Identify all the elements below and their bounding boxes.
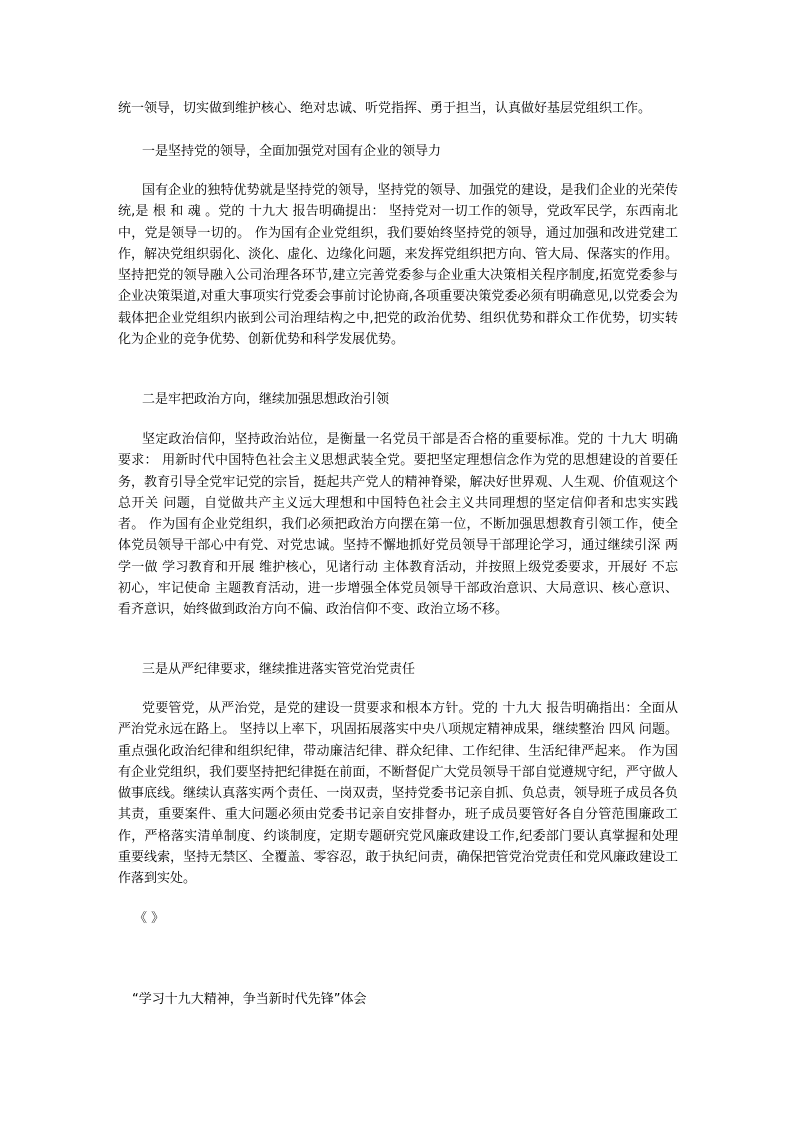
section-heading-3: 三是从严纪律要求，继续推进落实管党治党责任	[142, 662, 416, 677]
section-paragraph-2: 坚定政治信仰，坚持政治站位，是衡量一名党员干部是否合格的重要标准。党的 十九大 明确要求： 用新时代中国特色社会主义思想武装全党。要把坚定理想信念作为党的思想建设的首要任务，教育引导全党牢记党的宗旨，挺起共产党人的精神脊梁，解决好世界观、人生观、价值观这个 总开关 问题，自觉做共产主义远大理想和中国特色社会主义共同理想的坚定信仰者和忠实实践者。 作为国有企业党组织，我们必须把政治方向摆在第一位，不断加强思想教育引领工作，使全体党员领导干部心中有党、对党忠诚。坚持不懈地抓好党员领导干部理论学习，通过继续引深 两学一做 学习教育和开展 维护核心，见诸行动 主体教育活动，并按照上级党委要求，开展好 不忘初心，牢记使命 主题教育活动，进一步增强全体党员领导干部政治意识、大局意识、核心意识、看齐意识，始终做到政治方向不偏、政治信仰不变、政治立场不移。	[118, 432, 678, 618]
separator-mark: 《 》	[134, 911, 165, 926]
paragraph-continuation: 统一领导，切实做到维护核心、绝对忠诚、听党指挥、勇于担当，认真做好基层党组织工作。	[118, 101, 652, 116]
section-paragraph-3: 党要管党，从严治党，是党的建设一贯要求和根本方针。党的 十九大 报告明确指出：全面从严治党永远在路上。 坚持以上率下，巩固拓展落实中央八项规定精神成果，继续整治 四风 问题。 重点强化政治纪律和组织纪律，带动廉洁纪律、群众纪律、工作纪律、生活纪律严起来。 作为国有企业党组织，我们要坚持把纪律挺在前面，不断督促广大党员领导干部自觉遵规守纪，严守做人做事底线。继续认真落实两个责任、一岗双责，坚持党委书记亲自抓、负总责，领导班子成员各负其责，重要案件、重大问题必须由党委书记亲自安排督办，班子成员要管好各自分管范围廉政工作，严格落实清单制度、约谈制度，定期专题研究党风廉政建设工作,纪委部门要认真掌握和处理重要线索，坚持无禁区、全覆盖、零容忍，敢于执纪问责，确保把管党治党责任和党风廉政建设工作落到实处。	[118, 701, 678, 887]
section-paragraph-1: 国有企业的独特优势就是坚持党的领导，坚持党的领导、加强党的建设，是我们企业的光荣传统,是 根 和 魂 。党的 十九大 报告明确提出： 坚持党对一切工作的领导，党政军民学，东西南北中，党是领导一切的。 作为国有企业党组织，我们要始终坚持党的领导，通过加强和改进党建工作，解决党组织弱化、淡化、虚化、边缘化问题，来发挥党组织把方向、管大局、保落实的作用。坚持把党的领导融入公司治理各环节,建立完善党委参与企业重大决策相关程序制度,拓宽党委参与企业决策渠道,对重大事项实行党委会事前讨论协商,各项重要决策党委必须有明确意见,以党委会为载体把企业党组织内嵌到公司治理结构之中,把党的政治优势、组织优势和群众工作优势，切实转化为企业的竞争优势、创新优势和科学发展优势。	[118, 183, 678, 348]
next-article-title: “学习十九大精神，争当新时代先锋”体会	[132, 992, 367, 1007]
section-heading-1: 一是坚持党的领导，全面加强党对国有企业的领导力	[142, 144, 442, 159]
section-heading-2: 二是牢把政治方向，继续加强思想政治引领	[142, 392, 390, 407]
